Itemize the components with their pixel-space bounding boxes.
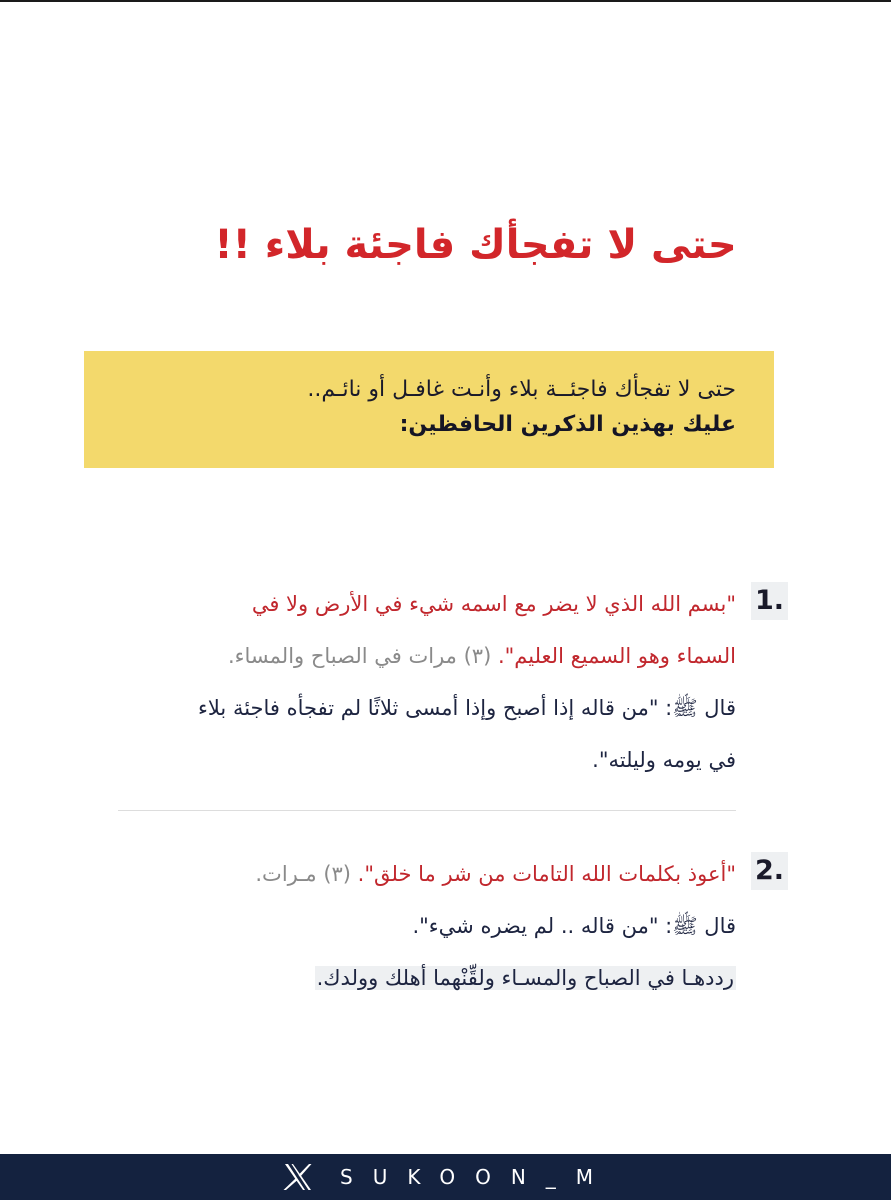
footer-bar <box>0 1154 891 1200</box>
hadith-line: قال ﷺ: "من قاله إذا أصبح وإذا أمسى ثلاثًا لم تفجأه فاجئة بلاء <box>198 696 736 720</box>
dhikr-text: "أعوذ بكلمات الله التامات من شر ما خلق". <box>357 862 736 886</box>
repeat-note: (٣) مـرات. <box>255 862 358 886</box>
intro-box <box>84 351 774 468</box>
advice-line <box>96 952 736 1004</box>
section-divider <box>118 810 736 811</box>
top-border <box>0 0 891 2</box>
x-logo-icon <box>283 1163 313 1191</box>
dhikr-text-line <box>96 630 736 682</box>
repeat-note: (٣) مرات في الصباح والمساء. <box>227 644 498 668</box>
dhikr-text-line <box>96 848 736 900</box>
item-number-2: 2. <box>751 852 788 890</box>
dhikr-text-end: السماء وهو السميع العليم". <box>497 644 736 668</box>
page-title: حتى لا تفجأك فاجئة بلاء !! <box>214 222 737 268</box>
intro-line: حتى لا تفجأك فاجئــة بلاء وأنـت غافـل أو نائـم.. <box>307 377 736 402</box>
intro-emphasis: عليك بهذين الذكرين الحافظين: <box>399 412 736 437</box>
hadith-line: قال ﷺ: "من قاله .. لم يضره شيء". <box>412 914 736 938</box>
dhikr-item-1 <box>96 578 736 786</box>
hadith-line: في يومه وليلته". <box>592 748 736 772</box>
advice-text: رددهـا في الصباح والمسـاء ولقِّنْهما أهلك وولدك. <box>316 966 734 990</box>
dhikr-item-2 <box>96 848 736 1004</box>
dhikr-text-line: "بسم الله الذي لا يضر مع اسمه شيء في الأرض ولا في <box>251 592 736 616</box>
item-number-1: 1. <box>751 582 788 620</box>
account-handle[interactable]: SUKOON_M <box>340 1165 614 1189</box>
